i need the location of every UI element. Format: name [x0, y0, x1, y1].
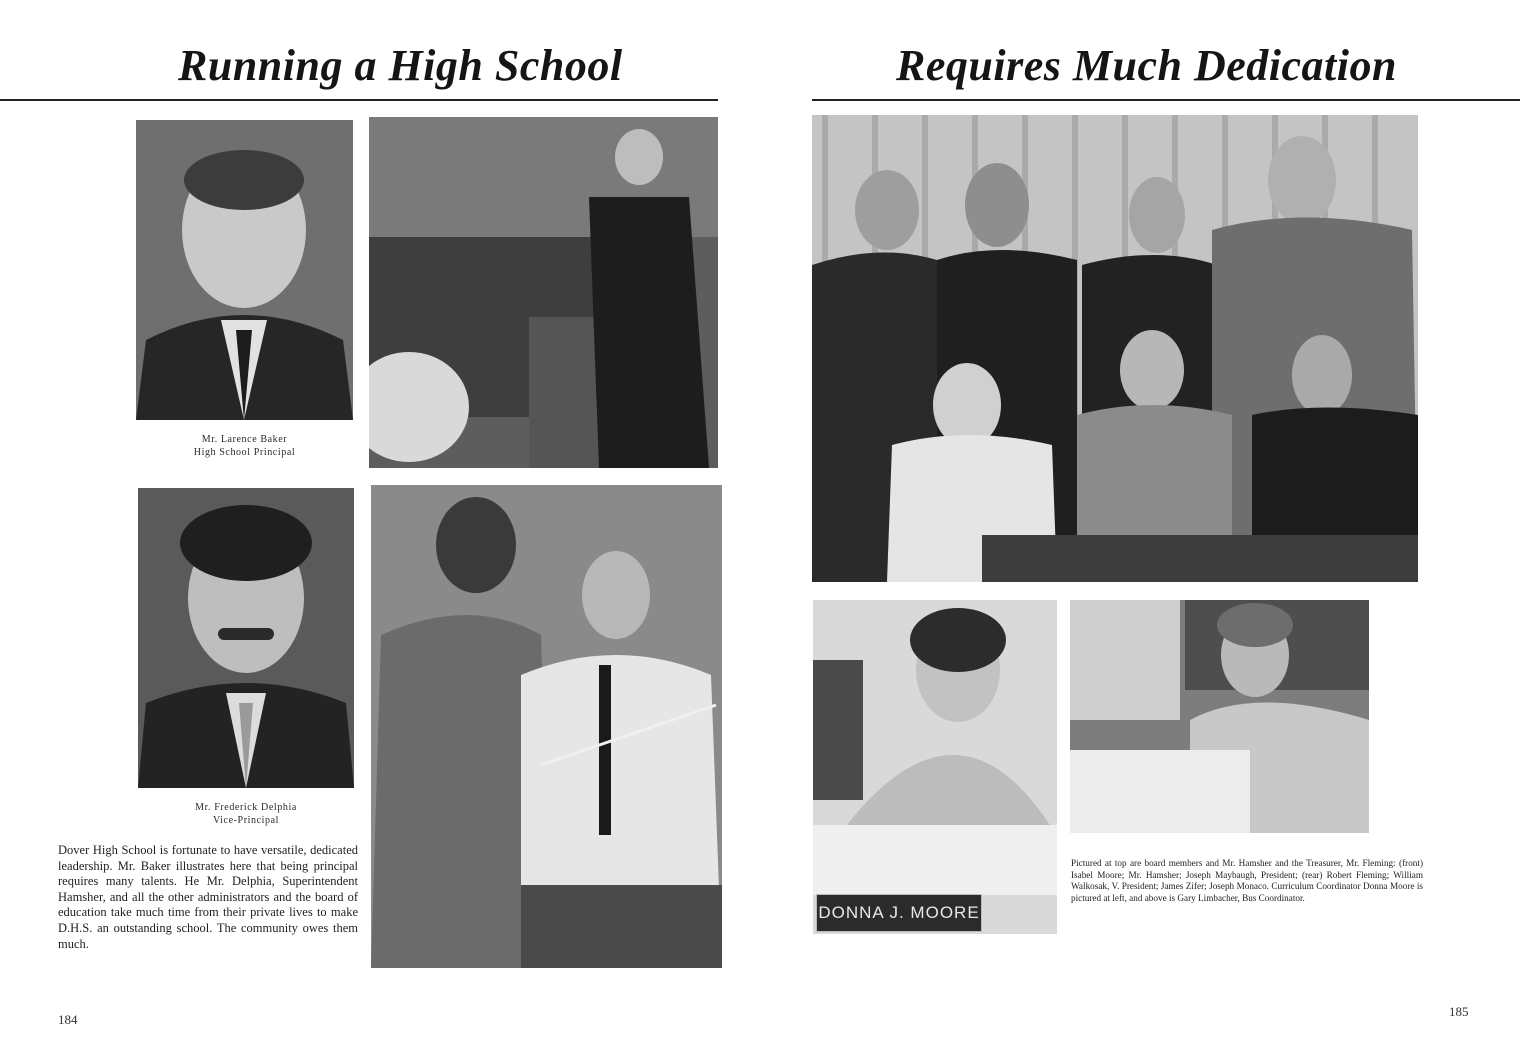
bus-coordinator-photo — [1070, 600, 1369, 833]
right-heading-rule — [812, 99, 1520, 101]
podium-assembly-photo — [369, 117, 718, 468]
vice-principal-portrait-photo — [138, 488, 354, 788]
vice-principal-title: Vice-Principal — [212, 815, 280, 826]
board-members-caption: Pictured at top are board members and Mr. Hamsher and the Treasurer, Mr. Fleming: (front) Isabel Moore; Mr. Hamsher; Joseph Maybaugh, President; (rear) Robert Fleming; William Walkosak, V. President; James Zifer; Joseph Monaco. Curriculum Coordinator Donna Moore is pictured at left, and above is Gary Limbacher, Bus Coordinator. — [1071, 858, 1423, 903]
principal-title: High School Principal — [193, 447, 296, 458]
principal-name: Mr. Larence Baker — [201, 434, 288, 445]
left-heading-rule — [0, 99, 718, 101]
board-members-group-photo — [812, 115, 1418, 582]
curriculum-coordinator-photo — [813, 600, 1057, 934]
right-page-number: 185 — [1449, 1004, 1469, 1019]
right-page-heading: Requires Much Dedication — [896, 41, 1397, 90]
donna-moore-nameplate: DONNA J. MOORE — [816, 894, 982, 932]
shop-class-photo — [371, 485, 722, 968]
left-page-heading: Running a High School — [178, 41, 623, 90]
leadership-body-text: Dover High School is fortunate to have versatile, dedicated leadership. Mr. Baker illustrates here that being principal requires many talents. He Mr. Delphia, Superintendent Hamsher, and all the other administrators and the board of education take much time from their private lives to make D.H.S. an outstanding school. The community owes them much. — [58, 843, 358, 951]
vice-principal-caption — [138, 801, 354, 827]
vice-principal-name: Mr. Frederick Delphia — [195, 802, 297, 813]
left-page-number: 184 — [58, 1012, 78, 1027]
principal-caption — [136, 433, 353, 459]
principal-portrait-photo — [136, 120, 353, 420]
